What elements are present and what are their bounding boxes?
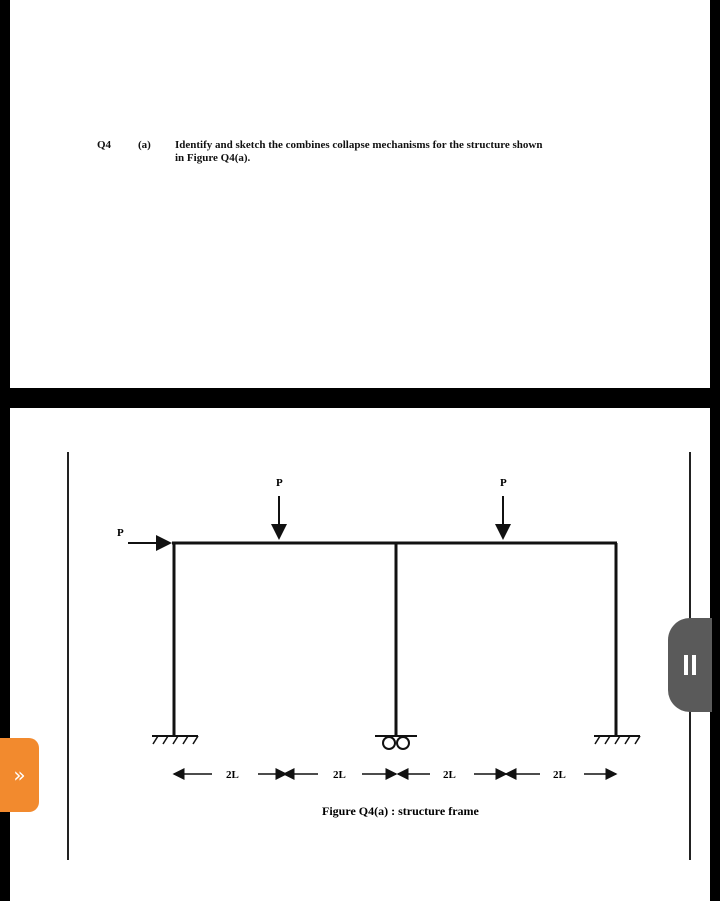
expand-side-button[interactable] xyxy=(0,738,39,812)
load-label-right: P xyxy=(500,477,507,489)
load-label-horizontal: P xyxy=(117,527,124,539)
fixed-support-right-icon xyxy=(594,736,640,744)
span-label-4: 2L xyxy=(553,769,566,781)
pause-icon xyxy=(683,655,697,675)
span-label-1: 2L xyxy=(226,769,239,781)
fixed-support-left-icon xyxy=(152,736,198,744)
question-part: (a) xyxy=(138,139,151,151)
figure-caption: Figure Q4(a) : structure frame xyxy=(322,804,479,818)
question-line-1: Identify and sketch the combines collapse mechanisms for the structure shown xyxy=(175,139,543,151)
roller-support-middle-icon xyxy=(375,736,417,749)
question-number: Q4 xyxy=(97,139,112,151)
scroll-handle[interactable] xyxy=(668,618,712,712)
load-label-left: P xyxy=(276,477,283,489)
double-chevron-right-icon: » xyxy=(13,763,26,787)
span-label-3: 2L xyxy=(443,769,456,781)
span-label-2: 2L xyxy=(333,769,346,781)
question-line-2: in Figure Q4(a). xyxy=(175,152,251,164)
